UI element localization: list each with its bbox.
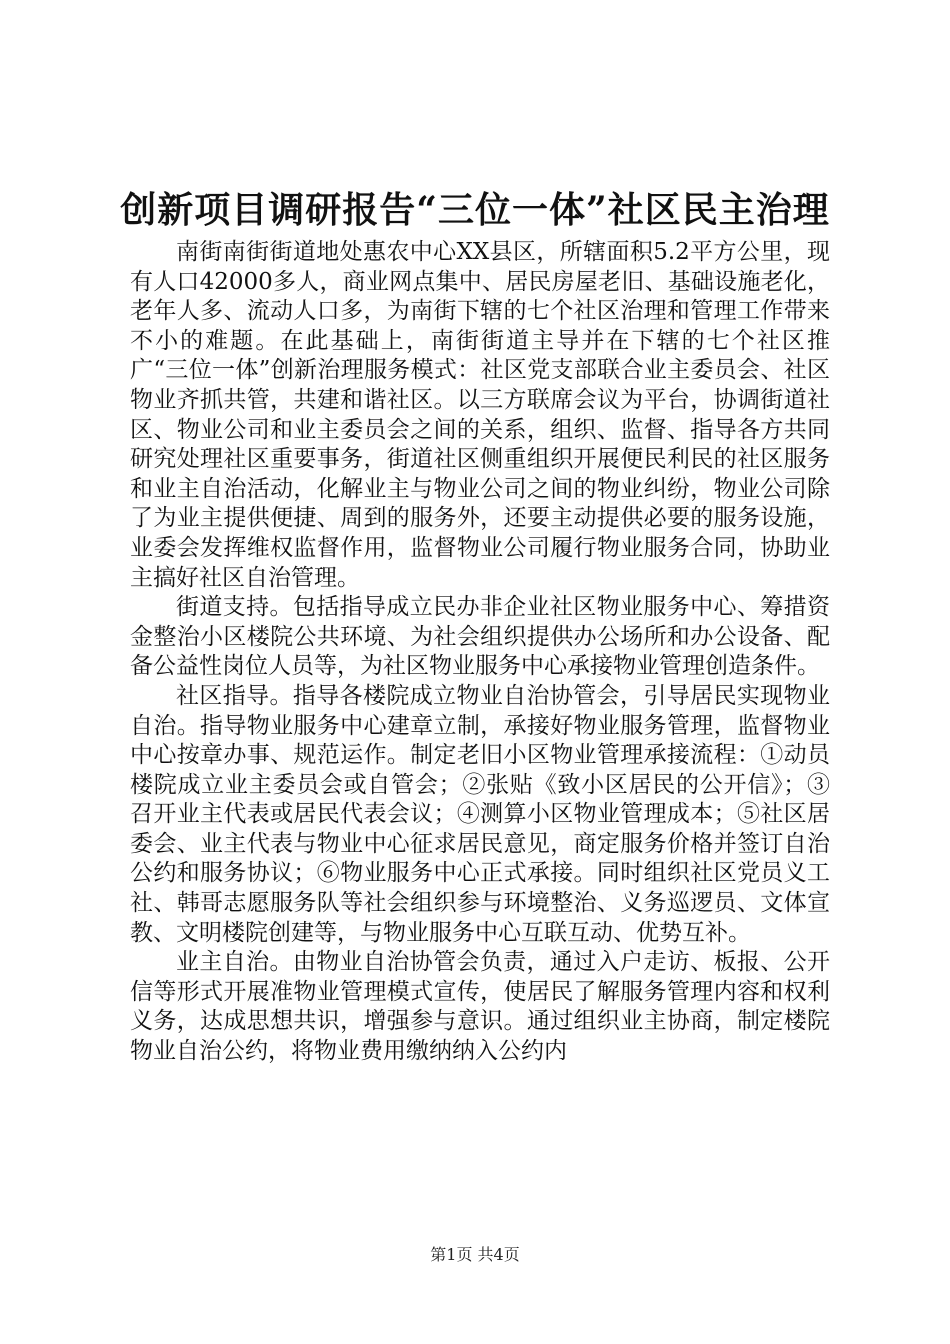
paragraph-street-support: 街道支持。包括指导成立民办非企业社区物业服务中心、筹措资金整治小区楼院公共环境、为社会组织提供办公场所和办公设备、配备公益性岗位人员等，为社区物业服务中心承接物业管理创造条件。 (130, 594, 830, 680)
document-title: 创新项目调研报告“三位一体”社区民主治理 (120, 189, 830, 231)
paragraph-community-guidance: 社区指导。指导各楼院成立物业自治协管会，引导居民实现物业自治。指导物业服务中心建章立制，承接好物业服务管理，监督物业中心按章办事、规范运作。制定老旧小区物业管理承接流程：①动员楼院成立业主委员会或自管会；②张贴《致小区居民的公开信》；③召开业主代表或居民代表会议；④测算小区物业管理成本；⑤社区居委会、业主代表与物业中心征求居民意见，商定服务价格并签订自治公约和服务协议；⑥物业服务中心正式承接。同时组织社区党员义工社、韩哥志愿服务队等社会组织参与环境整治、义务巡逻员、文体宣教、文明楼院创建等，与物业服务中心互联互动、优势互补。 (130, 682, 830, 946)
page-number-footer: 第1页 共4页 (430, 1245, 520, 1264)
paragraph-owner-autonomy: 业主自治。由物业自治协管会负责，通过入户走访、板报、公开信等形式开展准物业管理模式宣传，使居民了解服务管理内容和权利义务，达成思想共识，增强参与意识。通过组织业主协商，制定楼院物业自治公约，将物业费用缴纳纳入公约内 (130, 949, 830, 1065)
document-body (130, 238, 830, 1067)
paragraph-intro: 南街南街街道地处惠农中心XX县区，所辖面积5.2平方公里，现有人口42000多人，商业网点集中、居民房屋老旧、基础设施老化，老年人多、流动人口多，为南街下辖的七个社区治理和管理工作带来不小的难题。在此基础上，南街街道主导并在下辖的七个社区推广“三位一体”创新治理服务模式：社区党支部联合业主委员会、社区物业齐抓共管，共建和谐社区。以三方联席会议为平台，协调街道社区、物业公司和业主委员会之间的关系，组织、监督、指导各方共同研究处理社区重要事务，街道社区侧重组织开展便民利民的社区服务和业主自治活动，化解业主与物业公司之间的物业纠纷，物业公司除了为业主提供便捷、周到的服务外，还要主动提供必要的服务设施，业委会发挥维权监督作用，监督物业公司履行物业服务合同，协助业主搞好社区自治管理。 (130, 239, 830, 591)
